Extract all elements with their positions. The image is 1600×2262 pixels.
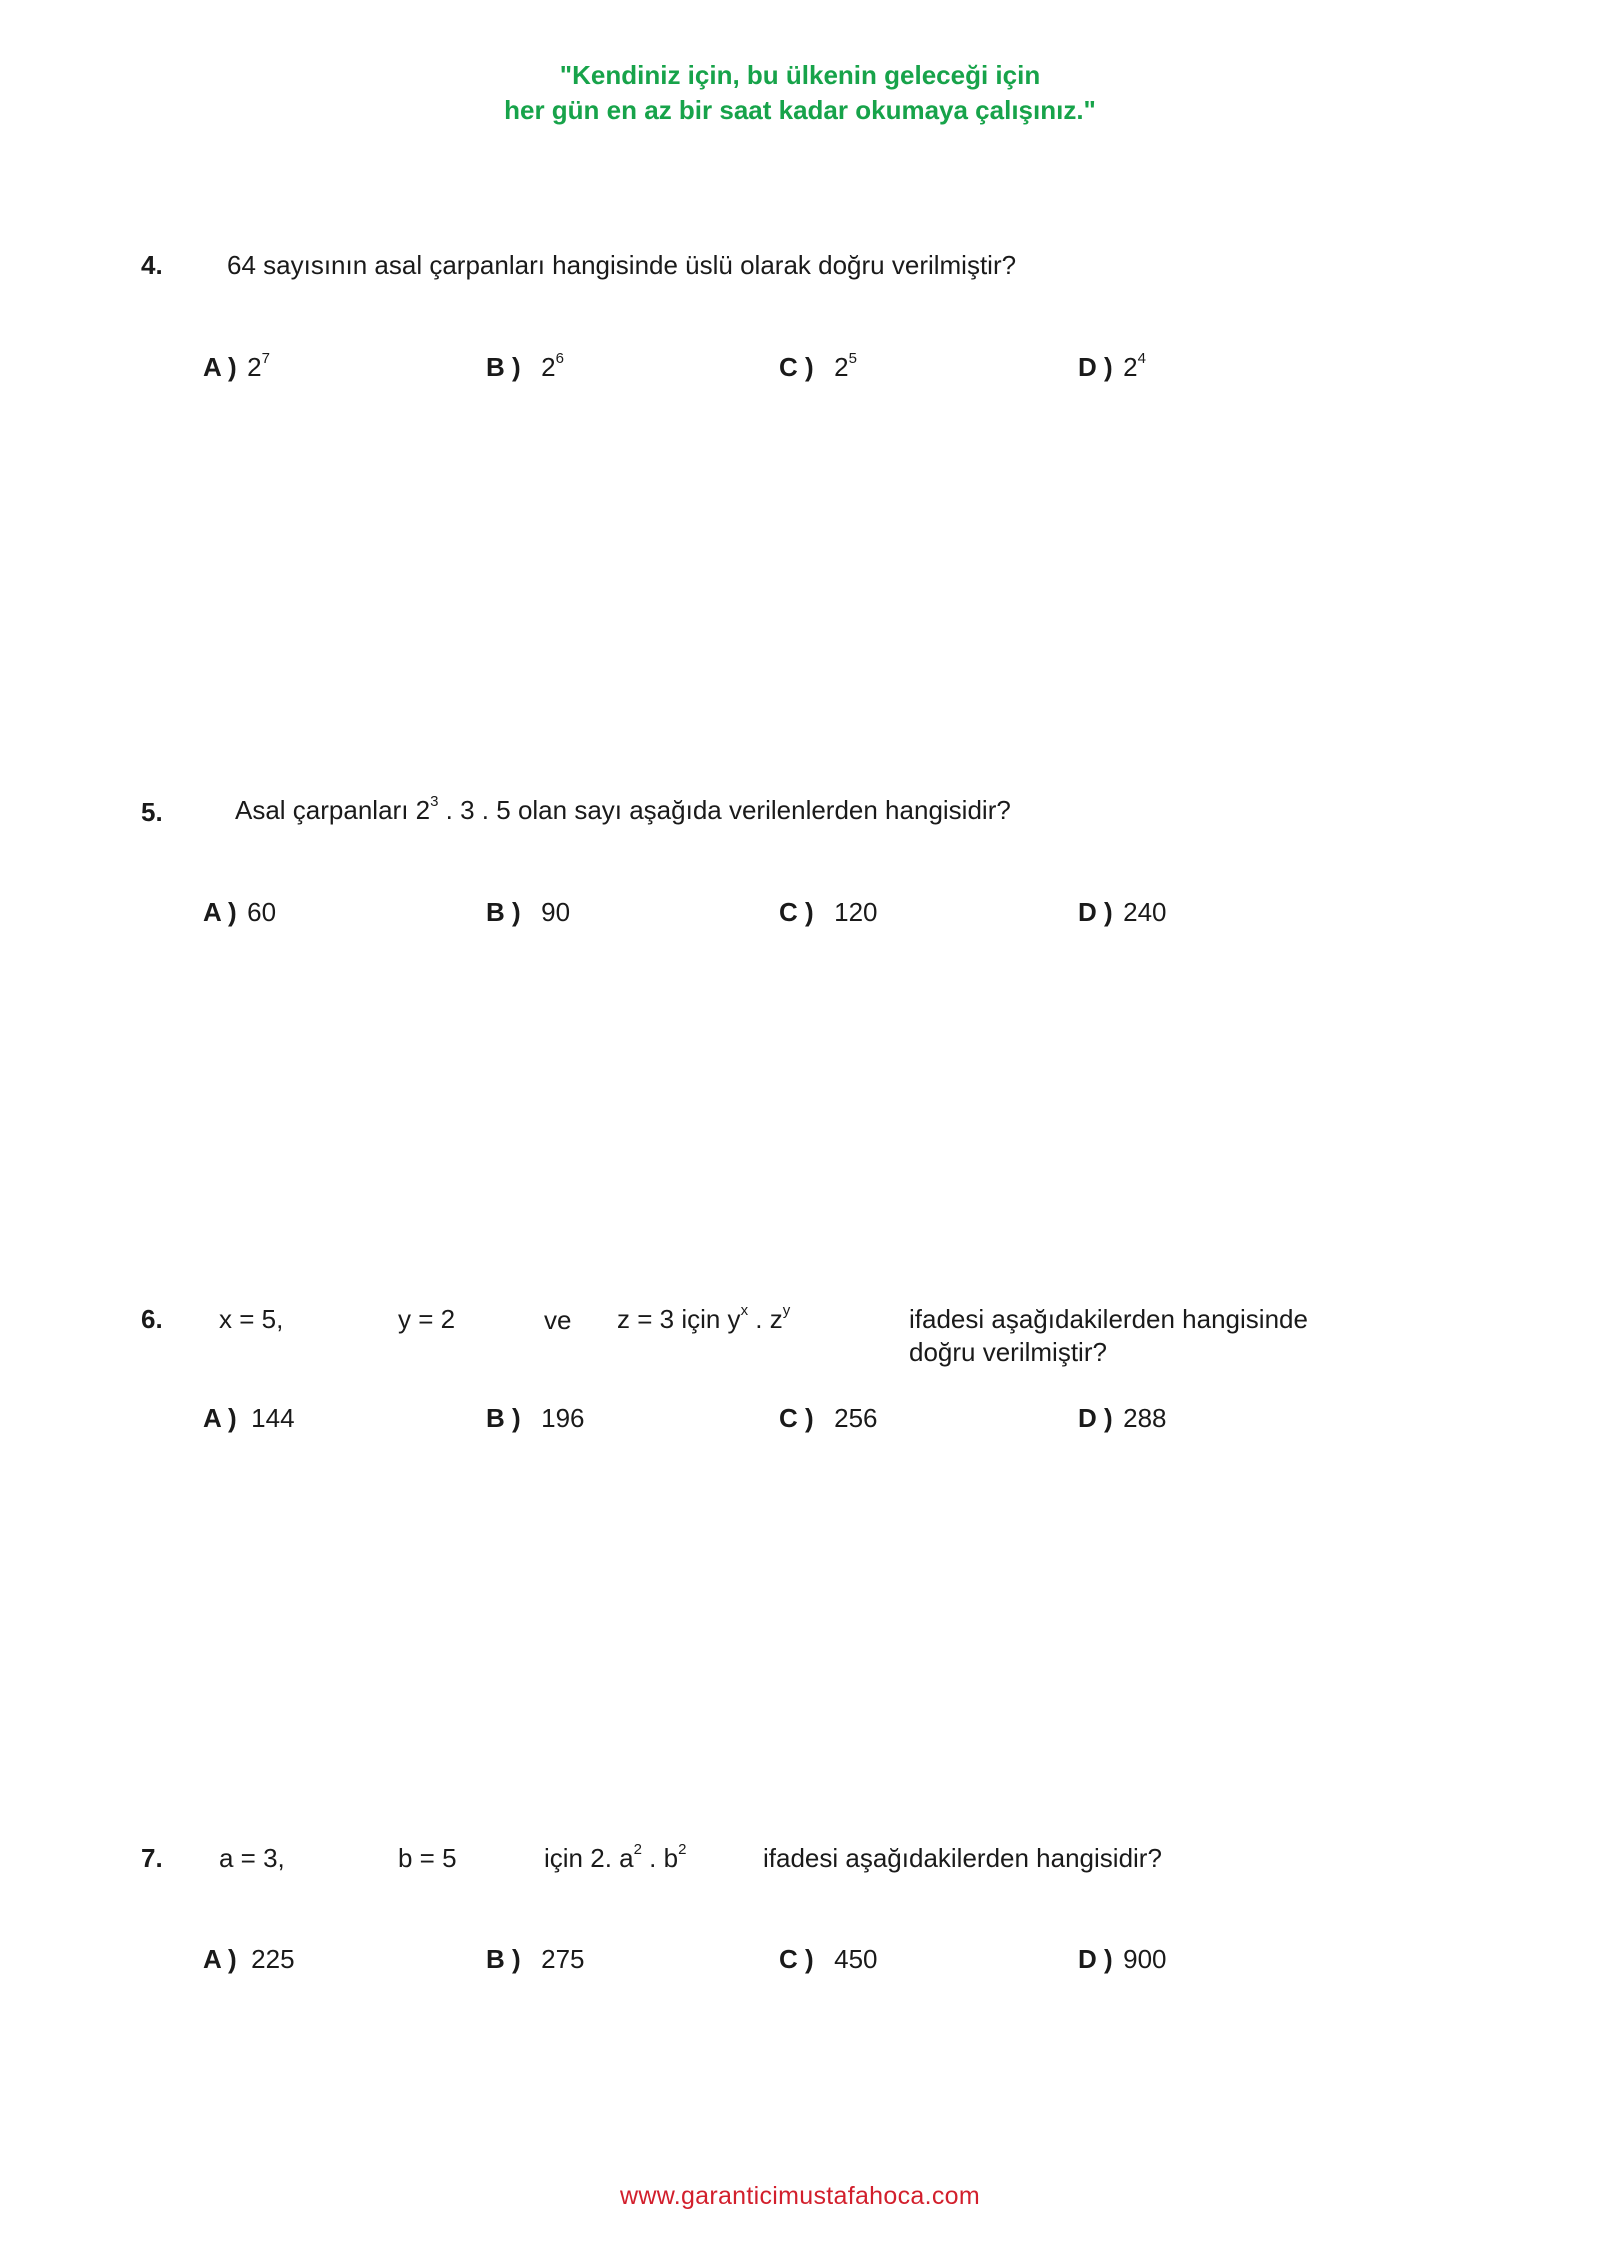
- option-d[interactable]: [1078, 1403, 1167, 1434]
- option-value: 288: [1123, 1403, 1167, 1433]
- option-letter: A ): [203, 352, 237, 382]
- option-value: 900: [1123, 1944, 1167, 1974]
- option-value: $2^5$: [834, 350, 857, 382]
- option-value: 450: [834, 1944, 878, 1974]
- option-c[interactable]: [779, 352, 857, 383]
- option-letter: B ): [486, 897, 521, 927]
- b-value: b = 5: [398, 1843, 457, 1873]
- header-quote: [0, 58, 1600, 128]
- option-letter: D ): [1078, 1403, 1113, 1433]
- a-value: a = 3,: [219, 1843, 285, 1873]
- option-c[interactable]: [779, 1403, 878, 1434]
- question-number: 4.: [141, 250, 163, 280]
- option-d[interactable]: [1078, 1944, 1167, 1975]
- option-b[interactable]: [486, 352, 564, 383]
- x-value: x = 5,: [219, 1304, 284, 1334]
- option-value: 240: [1123, 897, 1167, 927]
- option-value: 60: [247, 897, 277, 927]
- option-d[interactable]: [1078, 352, 1146, 383]
- option-value: 196: [541, 1403, 585, 1433]
- option-letter: A ): [203, 1403, 237, 1433]
- question-text: 64 sayısının asal çarpanları hangisinde üslü olarak doğru verilmiştir?: [227, 250, 1017, 280]
- option-value: $2^6$: [541, 350, 564, 382]
- option-d[interactable]: [1078, 897, 1167, 928]
- option-letter: B ): [486, 352, 521, 382]
- option-b[interactable]: [486, 897, 570, 928]
- footer-url[interactable]: www.garanticimustafahoca.com: [620, 2182, 980, 2210]
- header-quote-line-2: her gün en az bir saat kadar okumaya çalışınız.": [504, 95, 1096, 125]
- option-value: $2^7$: [247, 350, 270, 382]
- option-a[interactable]: [203, 352, 270, 383]
- question-text-line-1: ifadesi aşağıdakilerden hangisinde: [909, 1304, 1308, 1334]
- expression: için 2. $a^2$ . $b^2$: [544, 1841, 687, 1873]
- option-b[interactable]: [486, 1403, 585, 1434]
- option-letter: C ): [779, 1944, 814, 1974]
- option-a[interactable]: [203, 1403, 295, 1434]
- option-a[interactable]: [203, 897, 276, 928]
- option-letter: C ): [779, 352, 814, 382]
- option-value: $2^4$: [1123, 350, 1146, 382]
- option-letter: A ): [203, 897, 237, 927]
- option-b[interactable]: [486, 1944, 585, 1975]
- question-text-line-2: doğru verilmiştir?: [909, 1337, 1107, 1367]
- option-letter: D ): [1078, 897, 1113, 927]
- y-value: y = 2: [398, 1304, 456, 1334]
- option-letter: D ): [1078, 352, 1113, 382]
- question-number: 5.: [141, 797, 163, 827]
- expression: z = 3 için $y^x$ . $z^y$: [617, 1302, 791, 1334]
- option-a[interactable]: [203, 1944, 295, 1975]
- option-letter: B ): [486, 1403, 521, 1433]
- question-number: 6.: [141, 1304, 163, 1334]
- option-letter: C ): [779, 1403, 814, 1433]
- option-c[interactable]: [779, 897, 878, 928]
- option-letter: C ): [779, 897, 814, 927]
- option-value: 275: [541, 1944, 585, 1974]
- question-text: Asal çarpanları $2^3$ . 3 . 5 olan sayı aşağıda verilenlerden hangisidir?: [235, 793, 1011, 825]
- option-value: 144: [251, 1403, 295, 1433]
- option-value: 90: [541, 897, 571, 927]
- question-number: 7.: [141, 1843, 163, 1873]
- option-c[interactable]: [779, 1944, 878, 1975]
- option-letter: A ): [203, 1944, 237, 1974]
- option-letter: B ): [486, 1944, 521, 1974]
- option-letter: D ): [1078, 1944, 1113, 1974]
- option-value: 256: [834, 1403, 878, 1433]
- option-value: 225: [251, 1944, 295, 1974]
- header-quote-line-1: "Kendiniz için, bu ülkenin geleceği için: [559, 60, 1041, 90]
- conjunction-ve: ve: [544, 1305, 572, 1335]
- option-value: 120: [834, 897, 878, 927]
- question-text: ifadesi aşağıdakilerden hangisidir?: [763, 1843, 1162, 1873]
